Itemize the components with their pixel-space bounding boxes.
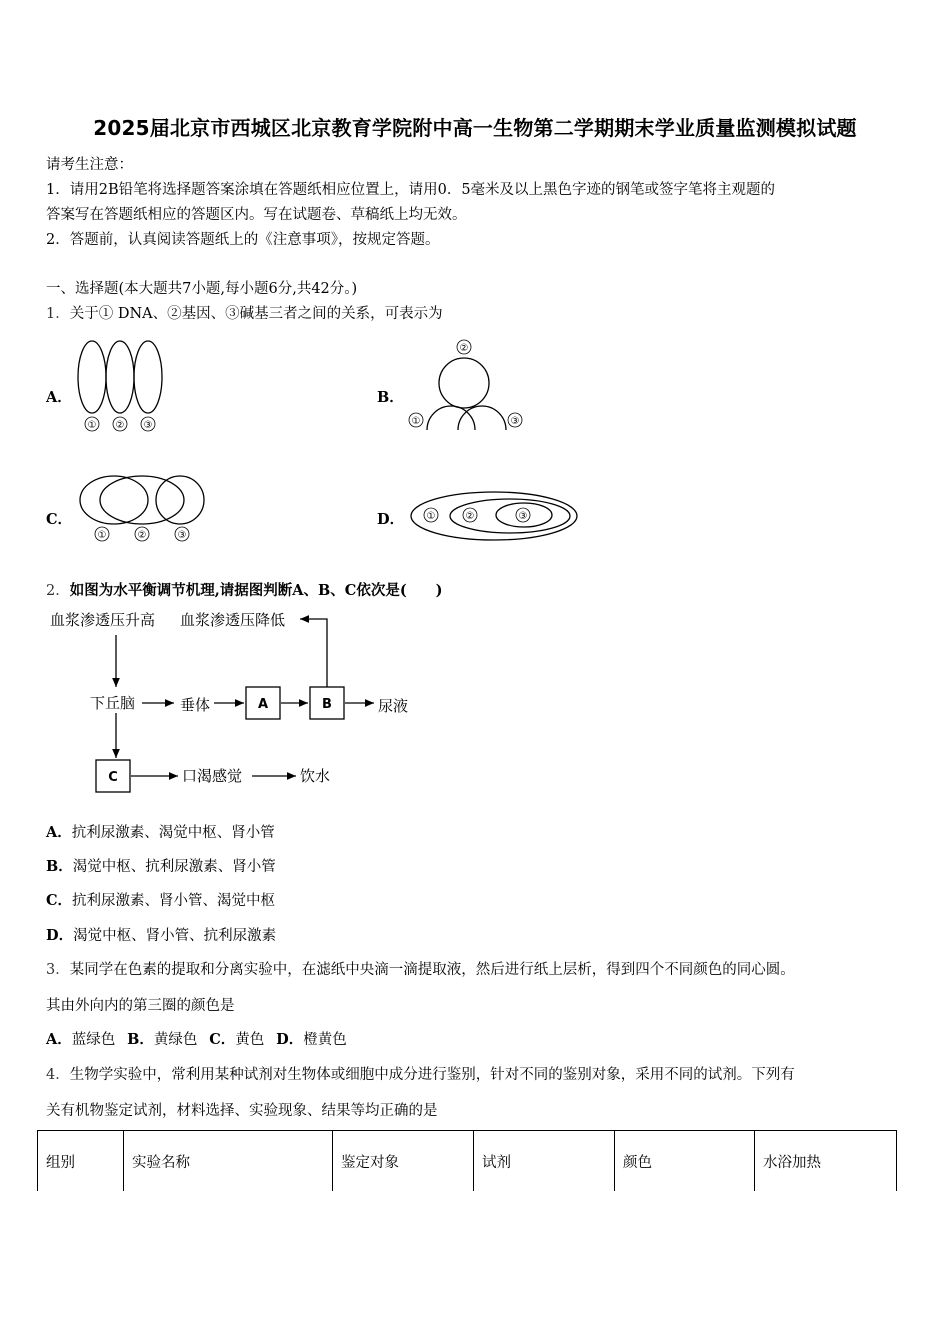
q1-option-a-label: A． xyxy=(46,389,72,406)
hypothalamus-text: 下丘脑 xyxy=(90,694,136,712)
question-1 xyxy=(46,302,443,323)
mark-2: ② xyxy=(459,343,469,354)
question-2-stem: 如图为水平衡调节机理,请据图判断A、B、C依次是( ) xyxy=(69,582,443,599)
q1-option-c-diagram xyxy=(74,470,214,550)
question-4-stem-1: 生物学实验中，常利用某种试剂对生物体或细胞中成分进行鉴别，针对不同的鉴别对象，采用不同的试剂。下列有 xyxy=(69,1067,795,1083)
question-4-stem-2: 关有机物鉴定试剂，材料选择、实验现象、结果等均正确的是 xyxy=(46,1103,438,1119)
plasma-up-text: 血浆渗透压升高 xyxy=(50,611,156,629)
question-3-number: 3． xyxy=(46,962,70,978)
table-header-cell: 实验名称 xyxy=(124,1131,333,1192)
table-header-cell: 鉴定对象 xyxy=(333,1131,474,1192)
q1-option-b-diagram xyxy=(400,335,530,435)
question-4-number: 4． xyxy=(46,1067,70,1083)
q1-option-d-label: D． xyxy=(377,511,405,528)
urine-text: 尿液 xyxy=(378,697,409,715)
mark-1: ① xyxy=(97,530,107,541)
drink-text: 饮水 xyxy=(300,767,331,785)
question-3-stem-2: 其由外向内的第三圈的颜色是 xyxy=(46,998,235,1014)
mark-2: ② xyxy=(115,420,125,431)
table-header-cell: 组别 xyxy=(38,1131,124,1192)
q1-option-d-diagram xyxy=(410,488,582,544)
q2-option-d: D．渴觉中枢、肾小管、抗利尿激素 xyxy=(46,927,277,944)
table-header-cell: 水浴加热 xyxy=(755,1131,897,1192)
q2-option-a: A．抗利尿激素、渴觉中枢、肾小管 xyxy=(46,824,275,841)
table-header-row xyxy=(38,1131,897,1192)
question-3-line-1 xyxy=(46,958,795,979)
mark-1: ① xyxy=(411,416,421,427)
q1-option-a-diagram xyxy=(70,335,170,435)
q1-option-b-label: B． xyxy=(377,389,404,406)
q4-table xyxy=(37,1130,897,1191)
mark-3: ③ xyxy=(177,530,187,541)
circle-base xyxy=(134,341,162,413)
question-4-line-1 xyxy=(46,1063,795,1084)
question-2-number: 2． xyxy=(46,583,70,599)
q3-options: A．蓝绿色 B．黄绿色 C．黄色 D．橙黄色 xyxy=(46,1031,347,1048)
box-a-label: A xyxy=(257,697,269,712)
question-3-stem-1: 某同学在色素的提取和分离实验中，在滤纸中央滴一滴提取液，然后进行纸上层析，得到四个不同颜色的同心圆。 xyxy=(69,962,795,978)
mark-3: ③ xyxy=(143,420,153,431)
circle-gene xyxy=(106,341,134,413)
mark-1: ① xyxy=(87,420,97,431)
thirst-text: 口渴感觉 xyxy=(182,767,243,785)
mark-2: ② xyxy=(137,530,147,541)
mark-1: ① xyxy=(426,511,436,522)
q2-option-c: C．抗利尿激素、肾小管、渴觉中枢 xyxy=(46,892,276,909)
table-header-cell: 试剂 xyxy=(474,1131,615,1192)
section-heading: 一、选择题(本大题共7小题,每小题6分,共42分。) xyxy=(46,281,358,297)
notice-item-2: 2．答题前，认真阅读答题纸上的《注意事项》，按规定答题。 xyxy=(46,232,440,248)
box-b-label: B xyxy=(322,697,332,712)
water-balance-diagram xyxy=(44,605,424,805)
notice-heading: 请考生注意： xyxy=(46,157,133,173)
table-header-cell: 颜色 xyxy=(615,1131,755,1192)
box-c-label: C xyxy=(108,770,118,785)
question-2 xyxy=(46,579,443,600)
q2-option-b: B．渴觉中枢、抗利尿激素、肾小管 xyxy=(46,858,276,875)
mark-3: ③ xyxy=(510,416,520,427)
question-1-stem: 关于① DNA、②基因、③碱基三者之间的关系，可表示为 xyxy=(69,306,443,322)
notice-item-1-line-1: 1．请用2B铅笔将选择题答案涂填在答题纸相应位置上，请用0．5毫米及以上黑色字迹的钢笔或签字笔将主观题的 xyxy=(46,182,776,198)
plasma-down-text: 血浆渗透压降低 xyxy=(180,611,286,629)
page-title: 2025届北京市西城区北京教育学院附中高一生物第二学期期末学业质量监测模拟试题 xyxy=(93,116,857,140)
mark-3: ③ xyxy=(518,511,528,522)
mark-2: ② xyxy=(465,511,475,522)
q1-option-c-label: C． xyxy=(46,511,73,528)
pituitary-text: 垂体 xyxy=(180,696,211,714)
notice-item-1-line-2: 答案写在答题纸相应的答题区内。写在试题卷、草稿纸上均无效。 xyxy=(46,207,467,223)
circle-dna xyxy=(78,341,106,413)
question-1-number: 1． xyxy=(46,306,70,322)
